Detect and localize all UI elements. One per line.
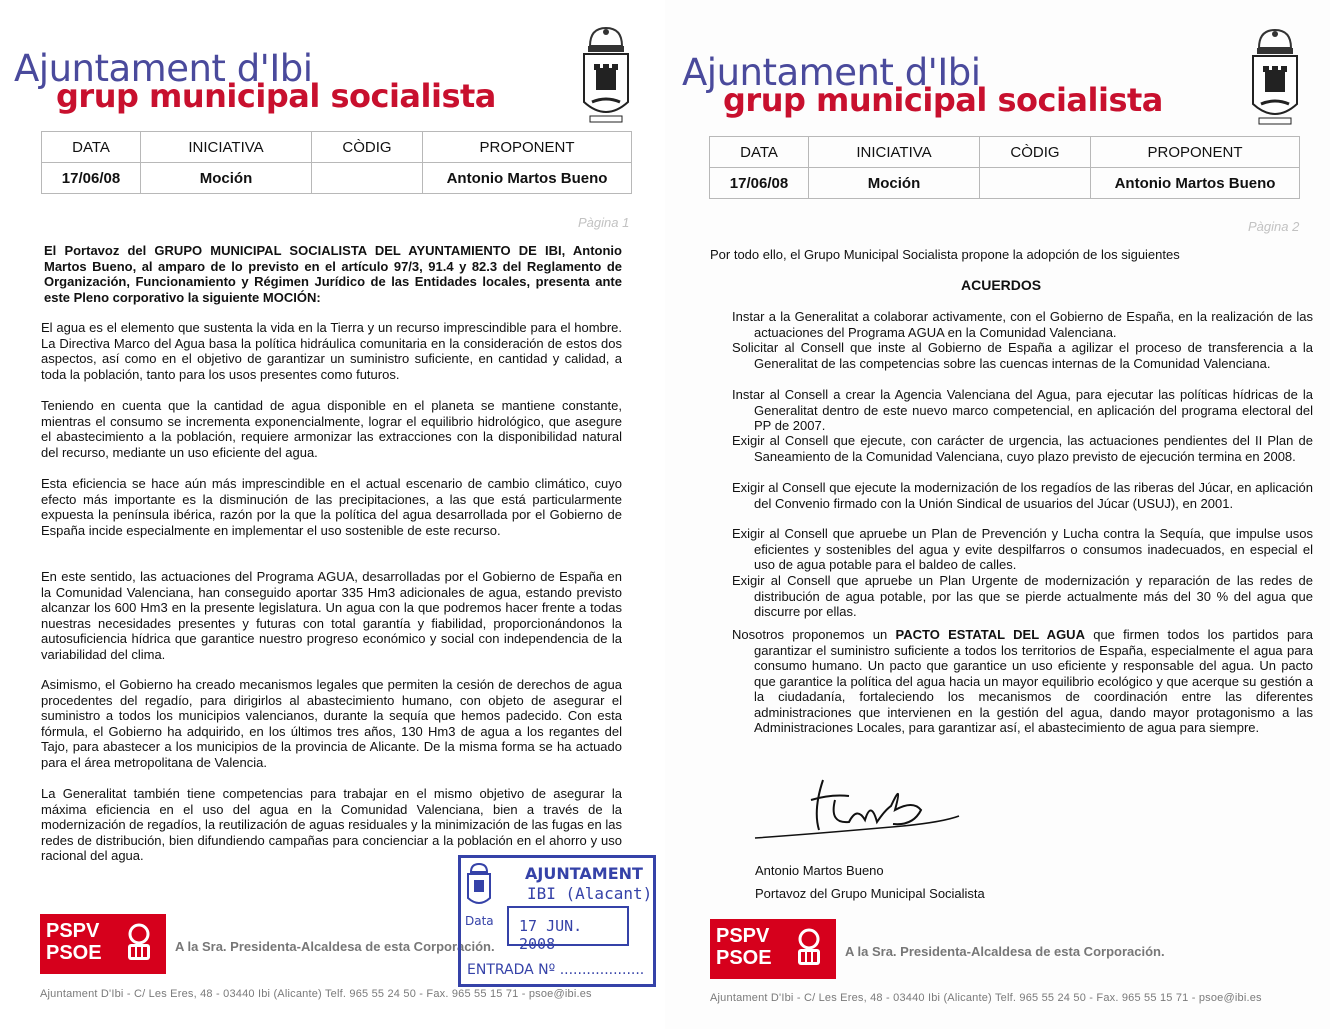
agreement-item: Instar a la Generalitat a colaborar activamente, con el Gobierno de España, en la realización de las actuaciones del Programa AGUA en la Comunidad Valenciana. [732, 309, 1313, 340]
agreement-item: Exigir al Consell que apruebe un Plan Urgente de modernización y reparación de las redes de distribución de agua potable, por las que se pierde actualmente más del 30 % del agua que discurre por ellas. [732, 573, 1313, 619]
header-title-grup-socialista: grup municipal socialista [723, 81, 1163, 119]
meta-header-iniciativa: INICIATIVA [141, 132, 312, 163]
body-paragraph: El agua es el elemento que sustenta la vida en la Tierra y un recurso imprescindible para el hombre. La Directiva Marco del Agua basa la política hidráulica comunitaria en la consideración de estos dos aspectos, así como en el objetivo de garantizar un suministro suficiente, en cantidad y calidad, a toda la población, tanto para los usos presentes como futuros. [41, 320, 622, 382]
agreement-item: Exigir al Consell que apruebe un Plan de Prevención y Lucha contra la Sequía, que impulse usos eficientes y sostenibles del agua y evite despilfarros o consumos inadecuados, en especial el uso de agua potable para el baldeo de calles. [732, 526, 1313, 572]
rose-fist-icon [118, 922, 160, 966]
stamp-crest-icon [465, 862, 493, 912]
stamp-date-box [507, 906, 629, 953]
meta-value-proponent: Antonio Martos Bueno [1091, 168, 1300, 199]
meta-header-proponent: PROPONENT [1091, 137, 1300, 168]
stamp-date-label: Data [465, 914, 494, 928]
body-paragraph: La Generalitat también tiene competencias para trabajar en el mismo objetivo de asegurar la máxima eficiencia en el uso del agua en la Comunidad Valenciana, bien a través de la modernización de regadíos, la reutilización de aguas residuales y la minimización de las fugas en las redes de distribución, bien difundiendo campañas para concienciar a la población en el ahorro y uso racional del agua. [41, 786, 622, 863]
meta-header-proponent: PROPONENT [423, 132, 632, 163]
acuerdos-heading: ACUERDOS [961, 277, 1042, 293]
header-title-ajuntament: Ajuntament d'Ibi [682, 51, 981, 94]
agreement-item: Exigir al Consell que ejecute la modernización de los regadíos de las riberas del Júcar, en aplicación del Convenio firmado con la Unión Sindical de usuarios del Júcar (USUJ), en 2001. [732, 480, 1313, 511]
registry-stamp [458, 855, 656, 987]
meta-value-codig [312, 163, 423, 194]
pspv-psoe-logo [40, 914, 166, 974]
meta-table [709, 136, 1300, 199]
coat-of-arms-icon [580, 24, 632, 128]
agreement-item: Exigir al Consell que ejecute, con carácter de urgencia, las actuaciones pendientes del II Plan de Saneamiento de la Comunidad Valenciana, cuyo plazo previsto de ejecución termina en 2008. [732, 433, 1313, 464]
document-page-2 [665, 0, 1330, 1029]
intro-paragraph: Por todo ello, el Grupo Municipal Socialista propone la adopción de los siguientes [710, 247, 1180, 262]
meta-header-codig: CÒDIG [312, 132, 423, 163]
stamp-title: AJUNTAMENT [525, 864, 643, 883]
body-paragraph: Teniendo en cuenta que la cantidad de agua disponible en el planeta se mantiene constante, mientras el consumo se incrementa exponencialmente, lograr el equilibrio hidrológico, que asegure el abastecimiento a la población, requiere armonizar las extracciones con la disponibilidad natural del recurso, mediante un uso eficiente del agua. [41, 398, 622, 460]
addressee-line: A la Sra. Presidenta-Alcaldesa de esta Corporación. [845, 944, 1165, 959]
meta-value-data: 17/06/08 [42, 163, 141, 194]
signer-name: Antonio Martos Bueno [755, 863, 884, 878]
stamp-entry-number: ENTRADA Nº ................... [467, 962, 645, 978]
logo-text-psoe: PSOE [46, 942, 102, 964]
stamp-date-value: 17 JUN. 2008 [519, 917, 583, 953]
stamp-location: IBI (Alacant) [527, 884, 653, 903]
intro-paragraph: El Portavoz del GRUPO MUNICIPAL SOCIALISTA DEL AYUNTAMIENTO DE IBI, Antonio Martos Bueno, al amparo de lo previsto en el artículo 97/3, 91.4 y 82.3 del Reglamento de Organización, Funcionamiento y Régimen Jurídico de las Entidades locales, presenta ante este Pleno corporativo la siguiente MOCIÓN: [44, 243, 622, 305]
logo-text-psoe: PSOE [716, 947, 772, 969]
logo-text-pspv: PSPV [716, 925, 770, 947]
pacto-body: que firmen todos los partidos para garantizar el suministro suficiente a todos los territorios de España, especialmente el agua para consumo humano. Un pacto que garantice un uso eficiente y responsable del agua. Un pacto que garantice la política del agua hacia un mayor equilibrio ecológico y que acerque su gestión a la ciudadanía, fortaleciendo los mecanismos de coordinación entre las diferentes administraciones que intervienen en la gestión del agua, dando mayor protagonismo a las Administraciones Locales, para garantizar así, el abastecimiento de agua para siempre. [754, 627, 1313, 735]
meta-value-iniciativa: Moción [141, 163, 312, 194]
pacto-paragraph [732, 627, 1313, 736]
footer-address: Ajuntament D'Ibi - C/ Les Eres, 48 - 03440 Ibi (Alicante) Telf. 965 55 24 50 - Fax. 965 55 15 71 - psoe@ibi.es [710, 992, 1262, 1004]
header-title-ajuntament: Ajuntament d'Ibi [14, 47, 313, 90]
meta-value-data: 17/06/08 [710, 168, 809, 199]
footer-address: Ajuntament D'Ibi - C/ Les Eres, 48 - 03440 Ibi (Alicante) Telf. 965 55 24 50 - Fax. 965 55 15 71 - psoe@ibi.es [40, 988, 592, 1000]
page-number-label: Pàgina 2 [1248, 219, 1300, 234]
meta-header-codig: CÒDIG [980, 137, 1091, 168]
pacto-title: PACTO ESTATAL DEL AGUA [895, 627, 1085, 642]
body-paragraph: Esta eficiencia se hace aún más imprescindible en el actual escenario de cambio climático, cuyo efecto más importante es la disminución de las precipitaciones, a las que está particularmente expuesta la península ibérica, razón por la que la política del agua desarrollada por el Gobierno de España incide especialmente en implementar el uso sostenible de este recurso. [41, 476, 622, 538]
meta-header-iniciativa: INICIATIVA [809, 137, 980, 168]
handwritten-signature [753, 770, 963, 850]
signer-role: Portavoz del Grupo Municipal Socialista [755, 886, 985, 901]
coat-of-arms-icon [1249, 26, 1301, 130]
pacto-prefix: Nosotros proponemos un [732, 627, 896, 642]
body-paragraph: En este sentido, las actuaciones del Programa AGUA, desarrolladas por el Gobierno de España en la Comunidad Valenciana, han conseguido aportar 335 Hm3 adicionales de agua, estando previsto alcanzar los 600 Hm3 en la presente legislatura. Un agua con la que podremos hacer frente a todas nuestras necesidades presentes y futuras con total garantía y fiabilidad, proporcionándonos la autosuficiencia hídrica que garantice nuestro progreso económico y social con independencia de la variabilidad del clima. [41, 569, 622, 662]
meta-value-proponent: Antonio Martos Bueno [423, 163, 632, 194]
addressee-line: A la Sra. Presidenta-Alcaldesa de esta Corporación. [175, 939, 495, 954]
meta-header-data: DATA [42, 132, 141, 163]
meta-table [41, 131, 632, 194]
meta-value-iniciativa: Moción [809, 168, 980, 199]
page-number-label: Pàgina 1 [578, 215, 630, 230]
pspv-psoe-logo [710, 919, 836, 979]
meta-header-data: DATA [710, 137, 809, 168]
agreement-item: Solicitar al Consell que inste al Gobierno de España a agilizar el proceso de transferencia a la Generalitat de las competencias sobre las cuencas internas de la Comunidad Valenciana. [732, 340, 1313, 371]
rose-fist-icon [788, 927, 830, 971]
meta-value-codig [980, 168, 1091, 199]
agreement-item: Instar al Consell a crear la Agencia Valenciana del Agua, para ejecutar las políticas hídricas de la Generalitat dentro de este nuevo marco competencial, en aplicación del programa electoral del PP de 2007. [732, 387, 1313, 433]
header-title-grup-socialista: grup municipal socialista [56, 77, 496, 115]
logo-text-pspv: PSPV [46, 920, 100, 942]
body-paragraph: Asimismo, el Gobierno ha creado mecanismos legales que permiten la cesión de derechos de agua procedentes del regadío, para dirigirlos al abastecimiento humano, con objeto de asegurar el suministro a todos los municipios valencianos, durante la sequía que hemos padecido. Con esta fórmula, el Gobierno ha adquirido, en los últimos tres años, 130 Hm3 de agua a los regantes del Tajo, para abastecer a los municipios de la provincia de Alicante. De la misma forma se ha actuado para el área metropolitana de Valencia. [41, 677, 622, 770]
